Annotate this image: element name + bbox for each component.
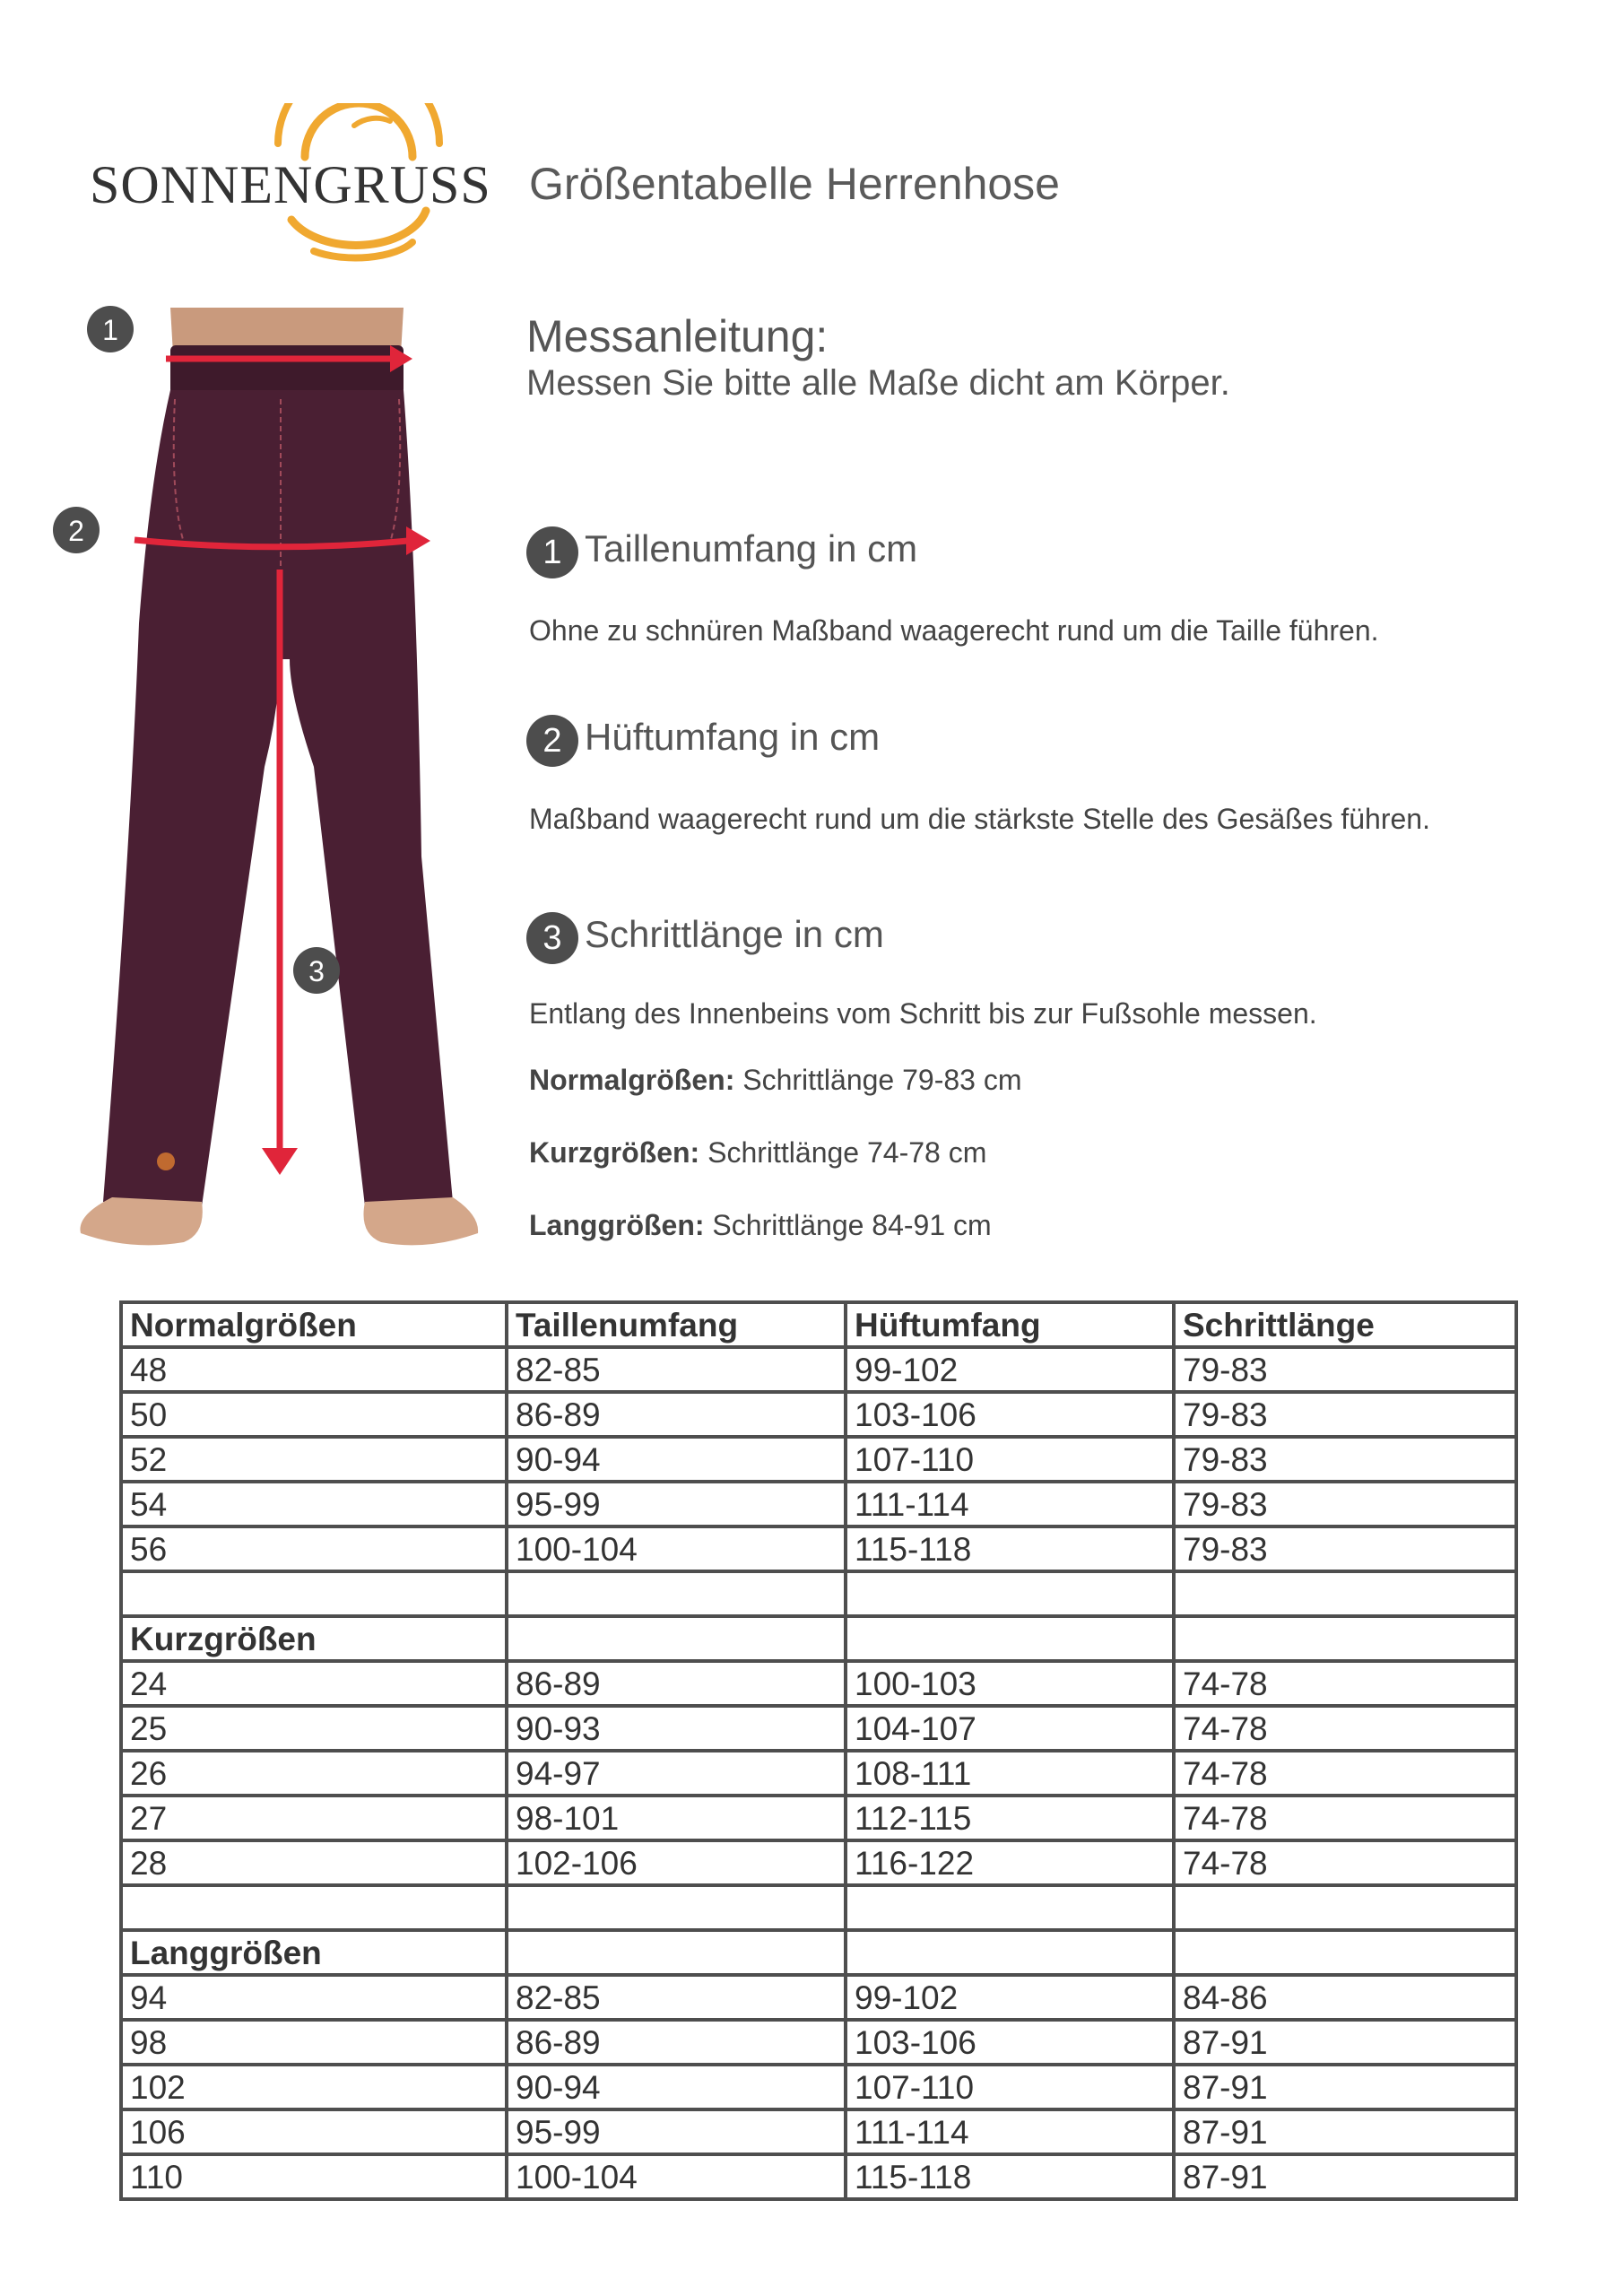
table-cell: 94 <box>121 1975 507 2020</box>
table-cell: 111-114 <box>846 2109 1174 2154</box>
page-title: Größentabelle Herrenhose <box>529 159 1060 209</box>
marker-1: 1 <box>102 314 118 346</box>
table-cell: 79-83 <box>1174 1347 1516 1392</box>
table-header-cell: Taillenumfang <box>507 1302 846 1347</box>
step-heading-inseam: Schrittlänge in cm <box>585 913 884 955</box>
table-cell: 79-83 <box>1174 1526 1516 1571</box>
table-cell: 107-110 <box>846 1437 1174 1482</box>
table-header-row <box>121 1302 1516 1347</box>
table-row <box>121 1526 1516 1571</box>
table-cell: 115-118 <box>846 1526 1174 1571</box>
marker-2: 2 <box>68 515 84 547</box>
table-cell: 82-85 <box>507 1975 846 2020</box>
table-cell: 90-94 <box>507 2065 846 2109</box>
table-cell: 52 <box>121 1437 507 1482</box>
table-cell: 24 <box>121 1661 507 1706</box>
table-cell: 74-78 <box>1174 1706 1516 1751</box>
step-heading-waist: Taillenumfang in cm <box>585 527 918 570</box>
table-cell: 79-83 <box>1174 1482 1516 1526</box>
table-cell: 95-99 <box>507 1482 846 1526</box>
section-label: Langgrößen <box>121 1930 507 1975</box>
brand-wordmark: SONNENGRUSS <box>90 155 491 214</box>
table-cell: 115-118 <box>846 2154 1174 2199</box>
table-cell: 90-93 <box>507 1706 846 1751</box>
table-header-cell: Schrittlänge <box>1174 1302 1516 1347</box>
table-cell: 74-78 <box>1174 1840 1516 1885</box>
table-cell: 102-106 <box>507 1840 846 1885</box>
table-cell: 116-122 <box>846 1840 1174 1885</box>
table-row <box>121 2109 1516 2154</box>
table-cell: 79-83 <box>1174 1392 1516 1437</box>
table-section-row <box>121 1930 1516 1975</box>
table-cell: 108-111 <box>846 1751 1174 1796</box>
table-cell: 106 <box>121 2109 507 2154</box>
size-table <box>119 1300 1518 2201</box>
table-row <box>121 1437 1516 1482</box>
table-section-row <box>121 1616 1516 1661</box>
pants-figure <box>49 300 507 1251</box>
table-row <box>121 1392 1516 1437</box>
table-cell: 74-78 <box>1174 1661 1516 1706</box>
inseam-note-normal: Normalgrößen: Schrittlänge 79-83 cm <box>529 1064 1022 1096</box>
table-cell: 102 <box>121 2065 507 2109</box>
table-cell: 82-85 <box>507 1347 846 1392</box>
table-cell: 50 <box>121 1392 507 1437</box>
step-number-badge: 2 <box>526 715 578 767</box>
table-cell: 95-99 <box>507 2109 846 2154</box>
table-row <box>121 1751 1516 1796</box>
marker-3: 3 <box>308 955 325 987</box>
table-cell: 26 <box>121 1751 507 1796</box>
table-cell: 100-104 <box>507 1526 846 1571</box>
table-cell: 27 <box>121 1796 507 1840</box>
table-spacer-row <box>121 1571 1516 1616</box>
section-label: Kurzgrößen <box>121 1616 507 1661</box>
table-row <box>121 1840 1516 1885</box>
table-cell: 87-91 <box>1174 2109 1516 2154</box>
table-cell: 107-110 <box>846 2065 1174 2109</box>
table-row <box>121 1347 1516 1392</box>
table-cell: 74-78 <box>1174 1796 1516 1840</box>
table-row <box>121 1796 1516 1840</box>
table-cell: 103-106 <box>846 1392 1174 1437</box>
table-row <box>121 1482 1516 1526</box>
right-foot <box>363 1197 478 1245</box>
table-cell: 74-78 <box>1174 1751 1516 1796</box>
table-cell: 86-89 <box>507 1392 846 1437</box>
table-row <box>121 1975 1516 2020</box>
table-cell: 111-114 <box>846 1482 1174 1526</box>
table-cell: 110 <box>121 2154 507 2199</box>
table-cell: 100-104 <box>507 2154 846 2199</box>
step-text-waist: Ohne zu schnüren Maßband waagerecht rund um die Taille führen. <box>529 614 1379 647</box>
table-row <box>121 2154 1516 2199</box>
table-cell: 86-89 <box>507 1661 846 1706</box>
table-cell: 25 <box>121 1706 507 1751</box>
step-number-badge: 1 <box>526 526 578 578</box>
table-cell: 98 <box>121 2020 507 2065</box>
inseam-note-short: Kurzgrößen: Schrittlänge 74-78 cm <box>529 1136 987 1169</box>
table-cell: 90-94 <box>507 1437 846 1482</box>
table-cell: 99-102 <box>846 1975 1174 2020</box>
instructions-subtitle: Messen Sie bitte alle Maße dicht am Körper. <box>526 363 1230 403</box>
table-cell: 79-83 <box>1174 1437 1516 1482</box>
table-row <box>121 2065 1516 2109</box>
table-cell: 48 <box>121 1347 507 1392</box>
table-cell: 86-89 <box>507 2020 846 2065</box>
table-cell: 112-115 <box>846 1796 1174 1840</box>
table-cell: 98-101 <box>507 1796 846 1840</box>
table-cell: 54 <box>121 1482 507 1526</box>
table-cell: 87-91 <box>1174 2020 1516 2065</box>
table-cell: 104-107 <box>846 1706 1174 1751</box>
table-row <box>121 1706 1516 1751</box>
inseam-note-long: Langgrößen: Schrittlänge 84-91 cm <box>529 1209 992 1241</box>
table-cell: 56 <box>121 1526 507 1571</box>
table-header-cell: Hüftumfang <box>846 1302 1174 1347</box>
table-cell: 99-102 <box>846 1347 1174 1392</box>
table-header-cell: Normalgrößen <box>121 1302 507 1347</box>
table-cell: 94-97 <box>507 1751 846 1796</box>
step-text-inseam: Entlang des Innenbeins vom Schritt bis zur Fußsohle messen. <box>529 997 1317 1030</box>
step-text-hip: Maßband waagerecht rund um die stärkste Stelle des Gesäßes führen. <box>529 803 1430 835</box>
table-cell: 87-91 <box>1174 2154 1516 2199</box>
table-row <box>121 2020 1516 2065</box>
waistband <box>170 345 404 395</box>
table-cell: 103-106 <box>846 2020 1174 2065</box>
table-row <box>121 1661 1516 1706</box>
step-heading-hip: Hüftumfang in cm <box>585 716 881 758</box>
table-spacer-row <box>121 1885 1516 1930</box>
table-cell: 87-91 <box>1174 2065 1516 2109</box>
table-cell: 84-86 <box>1174 1975 1516 2020</box>
table-cell: 28 <box>121 1840 507 1885</box>
instructions-title: Messanleitung: <box>526 311 829 361</box>
step-number-badge: 3 <box>526 912 578 964</box>
left-foot <box>80 1197 202 1245</box>
table-cell: 100-103 <box>846 1661 1174 1706</box>
